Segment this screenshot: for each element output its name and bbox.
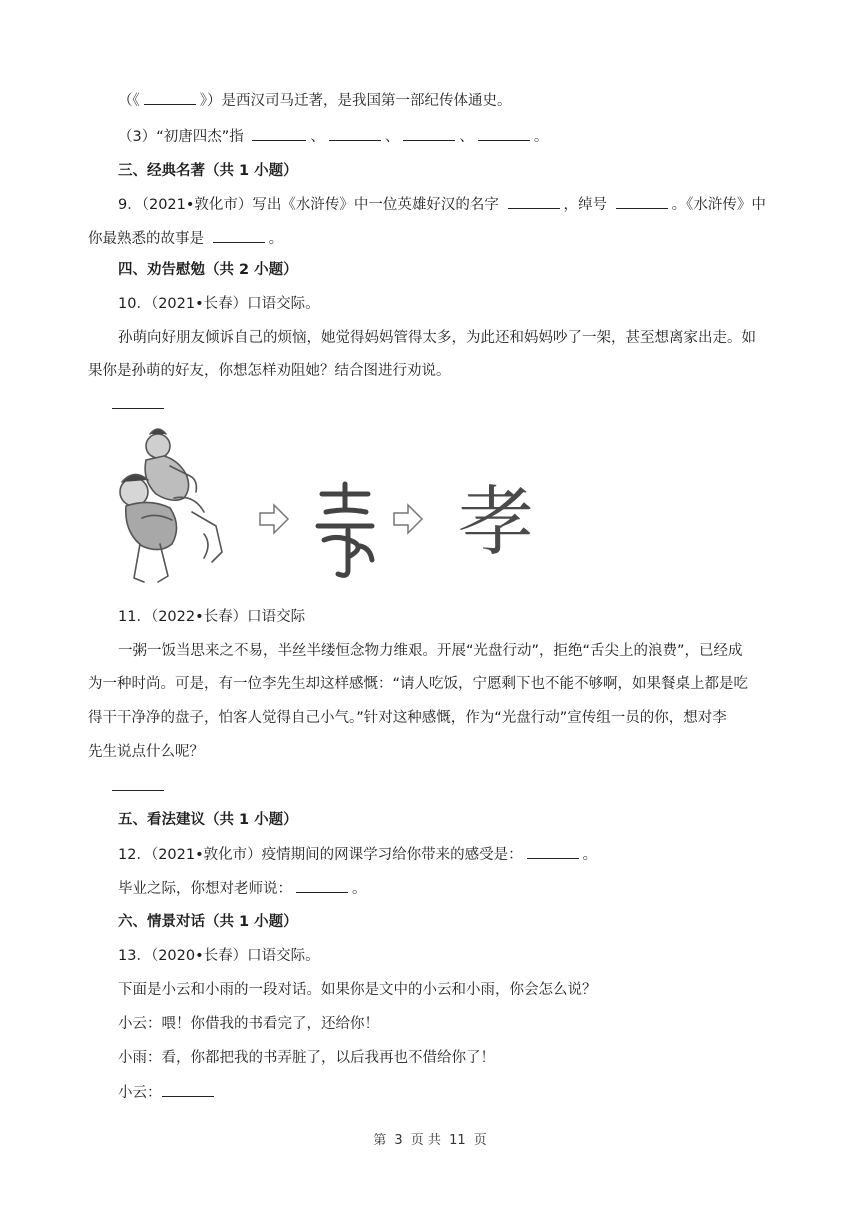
question-9-cont bbox=[88, 228, 283, 249]
answer-blank[interactable] bbox=[527, 844, 579, 859]
text: 。 bbox=[352, 881, 367, 897]
question-12 bbox=[118, 844, 597, 865]
question-10-text: 孙萌向好朋友倾诉自己的烦恼，她觉得妈妈管得太多，为此还和妈妈吵了一架，甚至想离家出走。如 bbox=[118, 330, 756, 346]
page-footer bbox=[0, 1129, 860, 1148]
text: 9．（2021•敦化市）写出《水浒传》中一位英雄好汉的名字 bbox=[118, 197, 499, 213]
text: 。 bbox=[268, 231, 284, 247]
footer-text: 页 bbox=[473, 1133, 487, 1148]
text: 你最熟悉的故事是 bbox=[88, 231, 204, 247]
line-shiji bbox=[118, 90, 512, 111]
text: （3）“初唐四杰”指 bbox=[118, 129, 244, 145]
separator: 、 bbox=[384, 129, 400, 145]
question-13: 13．（2020•长春）口语交际。 bbox=[118, 948, 320, 964]
arrow-right-icon bbox=[260, 505, 288, 533]
answer-blank[interactable] bbox=[508, 194, 560, 209]
text: 。《水浒传》中 bbox=[671, 197, 766, 213]
section-heading-4: 四、劝告慰勉（共 2 小题） bbox=[118, 262, 298, 278]
line-chutang-sijie bbox=[118, 126, 548, 147]
question-11-text: 为一种时尚。可是，有一位李先生却这样感慨：“请人吃饭，宁愿剩下也不能不够啊，如果餐桌上都是吃 bbox=[88, 676, 749, 692]
question-11-text: 先生说点什么呢？ bbox=[88, 744, 204, 760]
question-11: 11．（2022•长春）口语交际 bbox=[118, 609, 306, 625]
question-11-text: 一粥一饭当思来之不易，半丝半缕恒念物力维艰。开展“光盘行动”，拒绝“舌尖上的浪费”，已经成 bbox=[118, 643, 743, 659]
answer-line[interactable] bbox=[112, 408, 164, 409]
question-11-text: 得干干净净的盘子，怕客人觉得自己小气。”针对这种感慨，作为“光盘行动”宣传组一员的你，想对李 bbox=[88, 710, 727, 726]
text: 》）是西汉司马迁著，是我国第一部纪传体通史。 bbox=[199, 93, 512, 109]
answer-blank[interactable] bbox=[162, 1082, 214, 1097]
answer-blank[interactable] bbox=[252, 126, 306, 141]
answer-blank[interactable] bbox=[329, 126, 381, 141]
question-9 bbox=[118, 194, 766, 215]
text: 小云： bbox=[118, 1085, 162, 1101]
character-xiao: 孝 bbox=[458, 477, 534, 566]
dialogue-line bbox=[118, 1082, 218, 1103]
answer-blank[interactable] bbox=[616, 194, 668, 209]
text: 12．（2021•敦化市）疫情期间的网课学习给你带来的感受是： bbox=[118, 847, 523, 863]
answer-blank[interactable] bbox=[403, 126, 455, 141]
text: ，绰号 bbox=[563, 197, 608, 213]
seal-script-character bbox=[318, 484, 372, 575]
answer-blank[interactable] bbox=[213, 228, 265, 243]
dialogue-line: 小云：喂！你借我的书看完了，还给你！ bbox=[118, 1016, 379, 1032]
footer-text: 第 bbox=[373, 1133, 387, 1148]
separator: 、 bbox=[310, 129, 325, 145]
carrying-figure-illustration bbox=[120, 429, 222, 582]
separator: 、 bbox=[459, 129, 474, 145]
text: （《 bbox=[118, 93, 140, 109]
arrow-right-icon bbox=[394, 505, 422, 533]
text: 毕业之际，你想对老师说： bbox=[118, 881, 292, 897]
answer-blank[interactable] bbox=[478, 126, 530, 141]
text: 。 bbox=[533, 129, 549, 145]
question-10: 10．（2021•长春）口语交际。 bbox=[118, 296, 320, 312]
page-number: 3 bbox=[394, 1133, 403, 1148]
question-10-text: 果你是孙萌的好友，你想怎样劝阻她？结合图进行劝说。 bbox=[88, 363, 451, 379]
answer-blank[interactable] bbox=[296, 878, 348, 893]
filial-piety-illustration bbox=[112, 422, 542, 594]
section-heading-5: 五、看法建议（共 1 小题） bbox=[118, 812, 298, 828]
section-heading-6: 六、情景对话（共 1 小题） bbox=[118, 914, 298, 930]
answer-line[interactable] bbox=[112, 790, 164, 791]
footer-text: 页 共 bbox=[410, 1133, 441, 1148]
section-heading-3: 三、经典名著（共 1 小题） bbox=[118, 163, 298, 179]
answer-blank[interactable] bbox=[144, 90, 196, 105]
text: 。 bbox=[582, 847, 598, 863]
dialogue-line: 小雨：看，你都把我的书弄脏了，以后我再也不借给你了！ bbox=[118, 1050, 495, 1066]
question-12-cont bbox=[118, 878, 367, 899]
question-13-text: 下面是小云和小雨的一段对话。如果你是文中的小云和小雨，你会怎么说？ bbox=[118, 982, 597, 998]
total-pages: 11 bbox=[449, 1133, 466, 1148]
